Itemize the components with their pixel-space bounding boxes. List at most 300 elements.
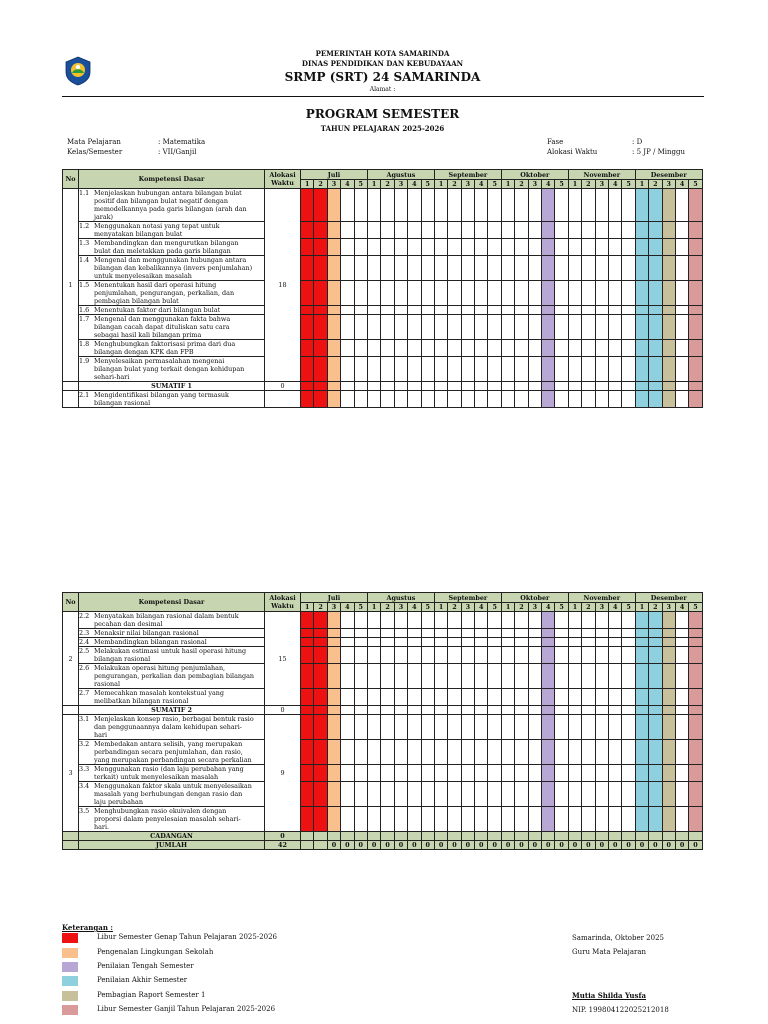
week-cell [448, 357, 461, 382]
week-cell [461, 306, 474, 315]
kd-text: Melakukan operasi hitung penjumlahan, pengurangan, perkalian dan pembagian bilangan rasional [94, 664, 255, 688]
week-cell [421, 765, 434, 782]
week-cell [394, 807, 407, 832]
kd-text: Mengenal dan menggunakan fakta bahwa bilangan cacah dapat dituliskan satu cara sebagai hasil kali bilangan prima [94, 315, 231, 339]
week-cell [582, 612, 595, 629]
week-cell [608, 638, 621, 647]
week-cell [675, 832, 688, 841]
week-cell [582, 715, 595, 740]
week-header: 1 [568, 180, 581, 189]
week-cell [434, 357, 447, 382]
week-cell [662, 689, 675, 706]
week-cell [421, 189, 434, 222]
page-title: PROGRAM SEMESTER [305, 107, 460, 121]
week-cell [341, 391, 354, 408]
week-cell [501, 782, 514, 807]
week-cell [408, 391, 421, 408]
legend-label: Libur Semester Ganjil Tahun Pelajaran 2025-2026 [97, 1005, 276, 1013]
week-cell [675, 647, 688, 664]
week-cell [662, 306, 675, 315]
week-cell [689, 832, 702, 841]
week-cell [501, 647, 514, 664]
legend-swatch-khaki [62, 991, 78, 1001]
week-cell [608, 340, 621, 357]
week-cell [595, 715, 608, 740]
week-header: 1 [367, 180, 380, 189]
week-cell [381, 239, 394, 256]
week-header: 1 [635, 603, 648, 612]
week-cell [421, 832, 434, 841]
week-cell [675, 382, 688, 391]
week-cell [314, 382, 327, 391]
week-cell [515, 832, 528, 841]
kd-cell [79, 357, 265, 382]
week-cell [649, 629, 662, 638]
table-row [63, 281, 703, 306]
week-cell [448, 706, 461, 715]
table-row [63, 765, 703, 782]
week-cell [488, 239, 501, 256]
week-cell [354, 706, 367, 715]
week-cell [689, 740, 702, 765]
week-cell [635, 807, 648, 832]
week-cell [394, 715, 407, 740]
week-cell [434, 706, 447, 715]
week-cell [434, 315, 447, 340]
week-cell [367, 832, 380, 841]
week-cell [381, 357, 394, 382]
week-cell [381, 706, 394, 715]
week-cell [461, 239, 474, 256]
kd-text: Melakukan estimasi untuk hasil operasi hitung bilangan rasional [94, 647, 247, 663]
week-cell [461, 256, 474, 281]
week-cell [327, 807, 340, 832]
week-header: 1 [301, 603, 314, 612]
week-cell [341, 740, 354, 765]
week-cell [394, 340, 407, 357]
week-cell [314, 340, 327, 357]
week-total: 0 [649, 841, 662, 850]
week-cell [488, 222, 501, 239]
week-header: 1 [434, 603, 447, 612]
week-cell [635, 391, 648, 408]
cadangan-value: 0 [265, 832, 301, 841]
kd-text: Menghubungkan faktorisasi prima dari dua bilangan dengan KPK dan FPB [94, 340, 236, 356]
week-cell [434, 306, 447, 315]
week-total: 0 [408, 841, 421, 850]
week-cell [635, 765, 648, 782]
schedule-table-1 [62, 169, 703, 408]
week-cell [582, 281, 595, 306]
week-cell [448, 664, 461, 689]
week-cell [582, 340, 595, 357]
table-row [63, 340, 703, 357]
table-row [63, 315, 703, 340]
week-cell [568, 647, 581, 664]
sign-place-date: Samarinda, Oktober 2025 [572, 934, 664, 942]
week-cell [475, 807, 488, 832]
week-cell [448, 765, 461, 782]
week-cell [394, 664, 407, 689]
week-cell [689, 638, 702, 647]
week-cell [341, 715, 354, 740]
week-total: 0 [394, 841, 407, 850]
week-cell [568, 706, 581, 715]
week-cell [595, 222, 608, 239]
week-cell [354, 638, 367, 647]
week-header: 5 [622, 180, 635, 189]
week-cell [381, 189, 394, 222]
week-cell [461, 765, 474, 782]
week-cell [314, 391, 327, 408]
week-cell [649, 306, 662, 315]
week-header: 1 [501, 180, 514, 189]
week-cell [434, 664, 447, 689]
week-cell [501, 222, 514, 239]
week-cell [461, 832, 474, 841]
week-cell [381, 638, 394, 647]
week-cell [327, 256, 340, 281]
week-cell [394, 382, 407, 391]
kd-number: 1.3 [79, 239, 90, 247]
week-cell [582, 391, 595, 408]
week-cell [515, 391, 528, 408]
week-cell [528, 629, 541, 638]
week-cell [314, 189, 327, 222]
week-cell [689, 647, 702, 664]
week-cell [314, 832, 327, 841]
week-cell [354, 315, 367, 340]
kd-number: 2.6 [79, 664, 90, 672]
week-cell [475, 281, 488, 306]
week-cell [501, 715, 514, 740]
mapel-label: Mata Pelajaran [67, 138, 121, 146]
week-cell [381, 382, 394, 391]
week-cell [582, 382, 595, 391]
week-cell [555, 740, 568, 765]
week-cell [675, 239, 688, 256]
kd-number: 3.1 [79, 715, 90, 723]
fase-value: : D [632, 138, 643, 146]
week-header: 5 [488, 603, 501, 612]
week-cell [367, 638, 380, 647]
week-cell [689, 782, 702, 807]
week-cell [542, 340, 555, 357]
week-cell [421, 689, 434, 706]
week-cell [501, 832, 514, 841]
week-cell [327, 782, 340, 807]
kelas-label: Kelas/Semester [67, 148, 123, 156]
gov-name: PEMERINTAH KOTA SAMARINDA [315, 49, 450, 58]
week-cell [461, 706, 474, 715]
week-cell [488, 832, 501, 841]
week-cell [515, 306, 528, 315]
week-cell [595, 281, 608, 306]
week-cell [488, 306, 501, 315]
week-cell [488, 647, 501, 664]
week-cell [301, 715, 314, 740]
week-cell [314, 222, 327, 239]
week-cell [622, 391, 635, 408]
week-cell [582, 782, 595, 807]
week-cell [475, 832, 488, 841]
kd-cell [79, 306, 265, 315]
week-cell [608, 629, 621, 638]
week-cell [314, 638, 327, 647]
sign-name: Mutia Shilda Yusfa [572, 991, 646, 1000]
week-cell [595, 782, 608, 807]
week-cell [568, 765, 581, 782]
sumatif-jp: 0 [265, 382, 301, 391]
week-cell [608, 391, 621, 408]
week-header: 3 [528, 180, 541, 189]
week-cell [394, 222, 407, 239]
week-cell [662, 832, 675, 841]
week-cell [367, 239, 380, 256]
week-cell [635, 222, 648, 239]
week-cell [595, 647, 608, 664]
week-cell [327, 239, 340, 256]
week-cell [515, 765, 528, 782]
sumatif-jp: 0 [265, 706, 301, 715]
week-cell [649, 281, 662, 306]
week-cell [608, 832, 621, 841]
week-cell [381, 340, 394, 357]
week-cell [408, 647, 421, 664]
week-cell [542, 765, 555, 782]
week-cell [568, 189, 581, 222]
week-cell [314, 740, 327, 765]
week-cell [662, 222, 675, 239]
legend-swatch-rose [62, 1005, 78, 1015]
week-cell [448, 647, 461, 664]
week-cell [675, 664, 688, 689]
cadangan-no [63, 832, 79, 841]
week-cell [568, 315, 581, 340]
week-header: 3 [461, 180, 474, 189]
kd-text: Mengenal dan menggunakan hubungan antara bilangan dan kebalikannya (invers penjumlahan) untuk menyelesaikan masalah [94, 256, 253, 280]
week-cell [301, 807, 314, 832]
week-cell [542, 664, 555, 689]
week-cell [582, 765, 595, 782]
week-cell [649, 222, 662, 239]
week-cell [608, 612, 621, 629]
week-cell [689, 306, 702, 315]
week-cell [327, 382, 340, 391]
week-cell [689, 664, 702, 689]
week-cell [367, 807, 380, 832]
week-cell [327, 281, 340, 306]
week-cell [568, 357, 581, 382]
week-cell [421, 391, 434, 408]
week-cell [434, 689, 447, 706]
sign-role: Guru Mata Pelajaran [572, 948, 647, 956]
week-cell [595, 612, 608, 629]
week-cell [367, 647, 380, 664]
week-cell [341, 357, 354, 382]
kd-number: 1.1 [79, 189, 90, 197]
week-cell [314, 689, 327, 706]
week-cell [501, 391, 514, 408]
week-cell [475, 715, 488, 740]
week-cell [528, 715, 541, 740]
week-cell [501, 239, 514, 256]
week-cell [515, 715, 528, 740]
week-cell [488, 391, 501, 408]
week-cell [341, 832, 354, 841]
legend-swatch-red [62, 933, 78, 943]
month-header: Juli [301, 170, 368, 180]
week-cell [327, 391, 340, 408]
week-cell [341, 638, 354, 647]
week-cell [434, 382, 447, 391]
week-cell [488, 689, 501, 706]
week-cell [568, 832, 581, 841]
week-cell [327, 765, 340, 782]
week-cell [367, 706, 380, 715]
week-cell [448, 740, 461, 765]
week-cell [421, 706, 434, 715]
week-cell [488, 638, 501, 647]
week-cell [649, 256, 662, 281]
week-cell [301, 281, 314, 306]
week-cell [354, 306, 367, 315]
week-cell [488, 281, 501, 306]
week-cell [488, 256, 501, 281]
week-cell [568, 629, 581, 638]
week-cell [354, 340, 367, 357]
alokasi-label: Alokasi Waktu [547, 148, 598, 156]
week-cell [595, 807, 608, 832]
week-cell [381, 765, 394, 782]
week-cell [354, 782, 367, 807]
week-header: 2 [649, 603, 662, 612]
week-header: 1 [301, 180, 314, 189]
week-cell [301, 782, 314, 807]
week-cell [475, 664, 488, 689]
week-cell [488, 807, 501, 832]
week-cell [542, 256, 555, 281]
week-cell [675, 189, 688, 222]
week-cell [314, 306, 327, 315]
week-header: 4 [608, 180, 621, 189]
week-header: 4 [341, 180, 354, 189]
week-cell [608, 256, 621, 281]
week-cell [675, 612, 688, 629]
week-cell [394, 832, 407, 841]
week-cell [341, 222, 354, 239]
week-cell [675, 306, 688, 315]
week-cell [448, 391, 461, 408]
week-cell [434, 391, 447, 408]
week-cell [475, 689, 488, 706]
week-cell [622, 382, 635, 391]
week-cell [341, 189, 354, 222]
week-header: 3 [528, 603, 541, 612]
week-cell [675, 281, 688, 306]
week-cell [582, 647, 595, 664]
week-cell [354, 612, 367, 629]
week-cell [622, 689, 635, 706]
week-total: 0 [434, 841, 447, 850]
week-cell [367, 315, 380, 340]
week-header: 2 [582, 603, 595, 612]
week-cell [501, 765, 514, 782]
week-cell [662, 765, 675, 782]
week-cell [568, 222, 581, 239]
cadangan-label: CADANGAN [79, 832, 265, 841]
week-cell [434, 629, 447, 638]
week-cell [301, 315, 314, 340]
week-cell [314, 782, 327, 807]
week-header: 2 [515, 603, 528, 612]
legend-item [62, 976, 312, 988]
week-cell [515, 740, 528, 765]
kd-text: Menjelaskan konsep rasio, berbagai bentuk rasio dan penggunaannya dalam kehidupan sehari-hari [94, 715, 254, 739]
week-cell [635, 357, 648, 382]
week-cell [595, 315, 608, 340]
week-header: 2 [649, 180, 662, 189]
week-cell [301, 239, 314, 256]
week-cell [542, 357, 555, 382]
week-cell [649, 638, 662, 647]
week-cell [555, 189, 568, 222]
week-cell [461, 281, 474, 306]
kd-cell [79, 782, 265, 807]
week-cell [341, 664, 354, 689]
week-cell [542, 629, 555, 638]
week-cell [408, 239, 421, 256]
week-cell [341, 629, 354, 638]
kd-cell [79, 189, 265, 222]
week-cell [461, 629, 474, 638]
kd-text: Menentukan faktor dari bilangan bulat [94, 306, 221, 314]
week-cell [475, 256, 488, 281]
week-header: 3 [595, 180, 608, 189]
week-cell [649, 715, 662, 740]
week-cell [568, 740, 581, 765]
week-header: 2 [448, 603, 461, 612]
week-cell [354, 382, 367, 391]
week-header: 3 [662, 603, 675, 612]
week-cell [381, 391, 394, 408]
week-cell [394, 647, 407, 664]
week-header: 5 [689, 180, 702, 189]
week-cell [421, 340, 434, 357]
week-cell [515, 382, 528, 391]
week-header: 1 [367, 603, 380, 612]
kd-number: 1.7 [79, 315, 90, 323]
week-cell [341, 256, 354, 281]
week-cell [461, 222, 474, 239]
week-cell [501, 189, 514, 222]
week-cell [622, 306, 635, 315]
week-cell [314, 807, 327, 832]
kd-number: 2.4 [79, 638, 90, 646]
kd-number: 3.5 [79, 807, 90, 815]
week-cell [501, 306, 514, 315]
week-header: 1 [434, 180, 447, 189]
week-header: 5 [622, 603, 635, 612]
week-cell [635, 189, 648, 222]
kd-text: Menjelaskan hubungan antara bilangan bulat positif dan bilangan bulat negatif dengan memodelkannya pada garis bilangan (arah dan jarak) [94, 189, 247, 221]
week-cell [301, 664, 314, 689]
week-cell [475, 740, 488, 765]
week-cell [394, 306, 407, 315]
week-cell [515, 239, 528, 256]
group-jp: 9 [265, 715, 301, 832]
week-cell [622, 715, 635, 740]
